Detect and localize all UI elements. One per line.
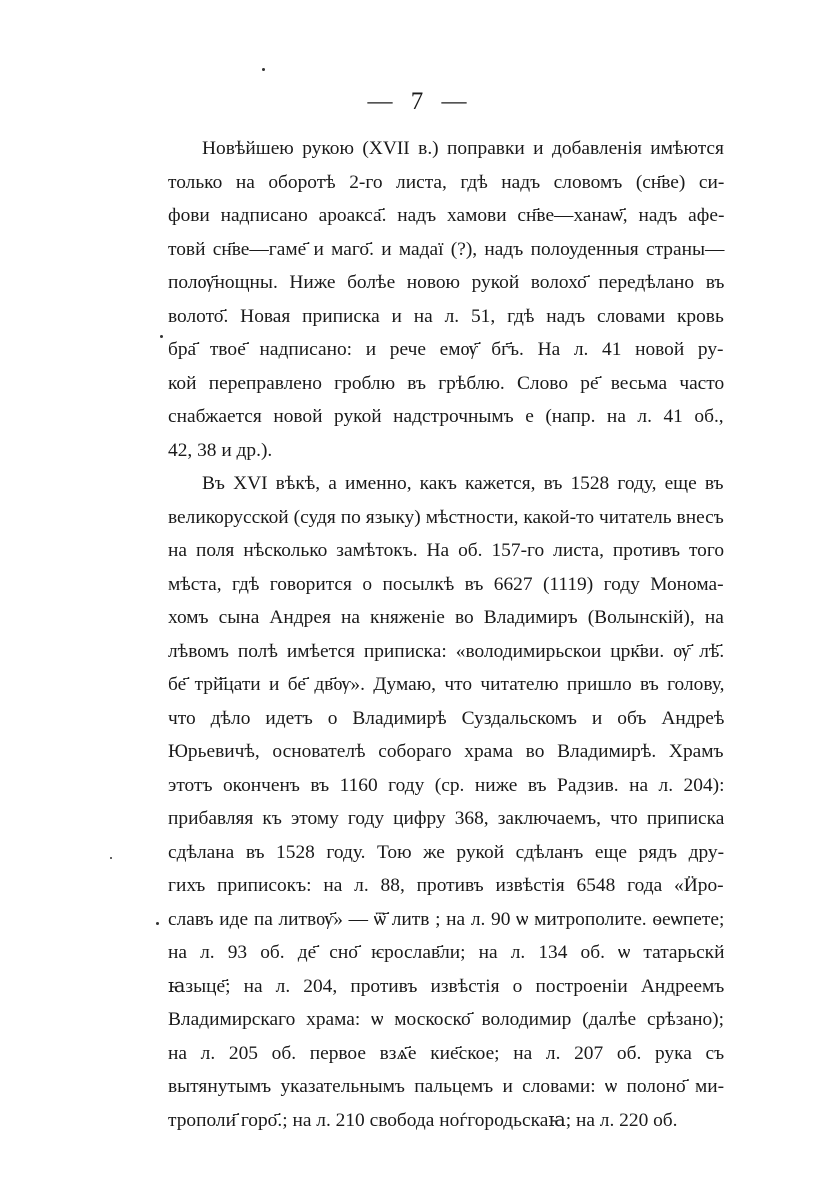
text-line: хомъ сына Андрея на княженіе во Владимиръ (Волынскій), на <box>168 607 724 628</box>
text-line: ꙗзыце҃; на л. 204, противъ извѣстія о построеніи Андреемъ <box>168 975 725 997</box>
text-line: 42, 38 и др.). <box>168 439 273 461</box>
text-line: фови надписано ароакса҃. надъ хамови сн҃ве—ханаѡ҃, надъ афе- <box>168 205 725 226</box>
text-line: что дѣло идетъ о Владимирѣ Суздальскомъ и объ Андреѣ <box>168 707 725 729</box>
text-line: снабжается новой рукой надстрочнымъ е (напр. на л. 41 об., <box>168 406 724 427</box>
page-number: — 7 — <box>367 88 473 115</box>
ink-speck <box>160 335 163 338</box>
text-line: лѣвомъ полѣ имѣется приписка: «володимирьскои црк҃ви. ѹ҃ лѣ҃. <box>168 640 725 662</box>
text-line: полѹ҃нощны. Ниже болѣе новою рукой волохо҃ передѣлано въ <box>168 272 725 293</box>
text-line: бра҃ твое҃ надписано: и рече емѹ҃ бг҃ъ. На л. 41 новой ру- <box>168 339 724 360</box>
text-line: трополи҃ горо҃.; на л. 210 свобода ноѓгородьскаꙗ; на л. 220 об. <box>168 1109 678 1131</box>
text-line: великорусской (судя по языку) мѣстности, какой-то читатель внесъ <box>168 506 724 528</box>
text-line: кой переправлено гроблю въ грѣблю. Слово ре҃ весьма часто <box>168 372 725 394</box>
text-line: вытянутымъ указательнымъ пальцемъ и словами: ѡ полоно҃ ми- <box>168 1076 725 1097</box>
text-line: сдѣлана въ 1528 году. Тою же рукой сдѣланъ еще рядъ дру- <box>168 841 725 863</box>
text-line: мѣста, гдѣ говорится о посылкѣ въ 6627 (1119) году Монома- <box>168 573 724 595</box>
text-line: гихъ приписокъ: на л. 88, противъ извѣстія 6548 года «Ӥро- <box>168 875 724 896</box>
text-line: Юрьевичѣ, основателѣ собораго храма во Владимирѣ. Храмъ <box>168 741 724 762</box>
ink-speck <box>262 68 265 71</box>
text-line: на поля нѣсколько замѣтокъ. На об. 157-го листа, противъ того <box>168 540 725 561</box>
text-line: славъ иде па литвѹ҃» — ѿ҃ литв ; на л. 90 ѡ митрополите. ѳеѡпете; <box>168 908 725 930</box>
text-line: Въ XVI вѣкѣ, а именно, какъ кажется, въ 1528 году, еще въ <box>202 473 724 494</box>
text-line: только на оборотѣ 2-го листа, гдѣ надъ словомъ (сн҃ве) си- <box>168 171 725 193</box>
text-line: Новѣйшею рукою (XVII в.) поправки и добавленія имѣются <box>202 138 724 159</box>
ink-speck <box>156 922 159 925</box>
text-line: волото҃. Новая приписка и на л. 51, гдѣ надъ словами кровь <box>168 305 724 327</box>
text-line: на л. 93 об. де҃ сно҃ ѥрослав҃ли; на л. 134 об. ѡ татарьскй <box>168 942 725 963</box>
text-line: бе҃ трй҃цати и бе҃ дв҃ѹ». Думаю, что читателю пришло въ голову, <box>168 674 725 695</box>
text-line: прибавляя къ этому году цифру 368, заключаемъ, что приписка <box>168 808 725 829</box>
text-line: Владимирскаго храма: ѡ москоско҃ володимир (далѣе срѣзано); <box>168 1009 724 1030</box>
text-line: на л. 205 об. первое взѧ҃е кие҃ское; на л. 207 об. рука съ <box>168 1042 725 1064</box>
ink-speck <box>110 857 112 859</box>
text-line: этотъ оконченъ въ 1160 году (ср. ниже въ Радзив. на л. 204): <box>168 774 725 796</box>
text-line: товй сн҃ве—гаме҃ и маго҃. и мадаї (?), надъ полоуденныя страны— <box>168 238 725 260</box>
